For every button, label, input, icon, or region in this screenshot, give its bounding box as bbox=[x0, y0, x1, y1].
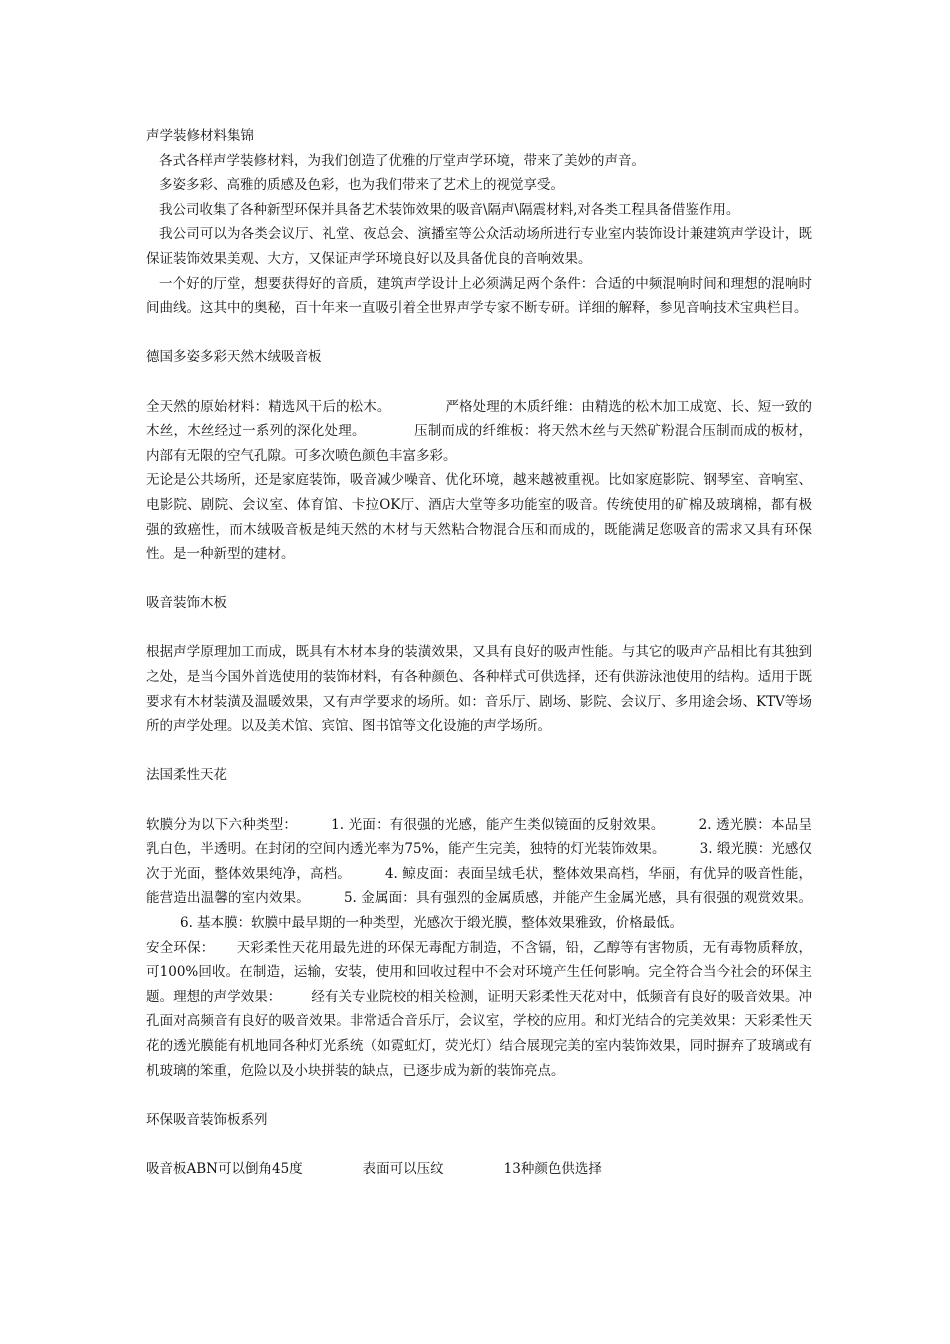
intro-paragraph-2: 多姿多彩、高雅的质感及色彩，也为我们带来了艺术上的视觉享受。 bbox=[159, 177, 564, 194]
spacer bbox=[146, 321, 812, 346]
eco-panel-feature-1: 吸音板ABN可以倒角45度 bbox=[146, 1160, 303, 1177]
eco-panel-heading: 环保吸音装饰板系列 bbox=[146, 1111, 268, 1128]
ceiling-acoustic-label: 理想的声学效果： bbox=[173, 988, 282, 1005]
document-title: 声学装修材料集锦 bbox=[146, 128, 254, 144]
ceiling-type-6: 6. 基本膜：软膜中最早期的一种类型，光感次于缎光膜，整体效果雅致，价格最低。 bbox=[180, 915, 684, 931]
wood-wool-body: 无论是公共场所，还是家庭装饰，吸音减少噪音、优化环境，越来越被重视。比如家庭影院、钢琴室、音响室、电影院、剧院、会议室、体育馆、卡拉OK厅、酒店大堂等多功能室的吸音。传统使用的矿棉及玻璃棉，都有极强的致癌性，而木绒吸音板是纯天然的木材与天然粘合物混合压和而成的，既能满足您吸音的需求又具有环保性。是一种新型的建材。 bbox=[146, 472, 812, 563]
ceiling-safety-text: 天彩柔性天花用最先进的环保无毒配方制造，不含镉，铅，乙醇等有害物质，无有毒物质释放，可100%回收。在制造，运输，安装，使用和回收过程中不会对环境产生任何影响。完全符合当今社会的环保主题。 bbox=[146, 939, 813, 1005]
ceiling-safety bbox=[146, 936, 812, 1084]
document-page bbox=[146, 124, 812, 1182]
spacer bbox=[146, 788, 812, 813]
wood-wool-feature-2: 严格处理的木质纤维：由精选的松木加工成宽、长、短一致的木丝，木丝经过一系列的深化处理。 bbox=[146, 398, 813, 440]
wood-panel-heading: 吸音装饰木板 bbox=[146, 595, 227, 612]
intro-paragraph-1: 各式各样声学装修材料，为我们创造了优雅的厅堂声学环境，带来了美妙的声音。 bbox=[159, 152, 645, 169]
spacer bbox=[146, 1132, 812, 1157]
ceiling-type-4: 4. 鲸皮面：表面呈绒毛状，整体效果高档，华丽，有优异的吸音性能，能营造出温馨的室内效果。 bbox=[146, 865, 813, 907]
ceiling-type-2: 2. 透光膜：本品呈乳白色，半透明。在封闭的空间内透光率为75%，能产生完美，独特的灯光装饰效果。 bbox=[146, 816, 813, 858]
wood-wool-features bbox=[146, 395, 812, 469]
ceiling-types-lead: 软膜分为以下六种类型： bbox=[146, 816, 298, 833]
spacer bbox=[146, 739, 812, 764]
intro-paragraph-3: 我公司收集了各种新型环保并具备艺术装饰效果的吸音\隔声\隔震材料,对各类工程具备借鉴作用。 bbox=[159, 201, 740, 218]
eco-panel-features bbox=[146, 1157, 812, 1182]
ceiling-safety-label: 安全环保： bbox=[146, 939, 215, 956]
ceiling-heading: 法国柔性天花 bbox=[146, 767, 227, 784]
intro-paragraph-4: 我公司可以为各类会议厅、礼堂、夜总会、演播室等公众活动场所进行专业室内装饰设计兼建筑声学设计，既保证装饰效果美观、大方，又保证声学环境良好以及具备优良的音响效果。 bbox=[146, 226, 812, 267]
spacer bbox=[146, 370, 812, 395]
wood-wool-heading: 德国多姿多彩天然木绒吸音板 bbox=[146, 349, 322, 366]
eco-panel-feature-3: 13种颜色供选择 bbox=[503, 1160, 602, 1177]
wood-wool-feature-1: 全天然的原始材料：精选风干后的松木。 bbox=[146, 398, 391, 415]
ceiling-acoustic-text: 经有关专业院校的相关检测，证明天彩柔性天花对中，低频音有良好的吸音效果。冲孔面对高频音有良好的吸音效果。非常适合音乐厅，会议室，学校的应用。和灯光结合的完美效果：天彩柔性天花的透光膜能有机地同各种灯光系统（如霓虹灯，荧光灯）结合展现完美的室内装饰效果，同时摒弃了玻璃或有机玻璃的笨重，危险以及小块拼装的缺点，已逐步成为新的装饰亮点。 bbox=[146, 988, 813, 1079]
ceiling-type-3: 3. 缎光膜：光感仅次于光面，整体效果纯净，高档。 bbox=[146, 841, 812, 882]
wood-panel-body: 根据声学原理加工而成，既具有木材本身的装潢效果，又具有良好的吸声性能。与其它的吸声产品相比有其独到之处，是当今国外首选使用的装饰材料，有各种颜色、各种样式可供选择，还有供游泳池使用的结构。适用于既要求有木材装潢及温暖效果，又有声学要求的场所。如：音乐厅、剧场、影院、会议厅、多用途会场、KTV等场所的声学处理。以及美术馆、宾馆、图书馆等文化设施的声学场所。 bbox=[146, 644, 812, 735]
ceiling-types bbox=[146, 813, 812, 936]
spacer bbox=[146, 616, 812, 641]
ceiling-type-1: 1. 光面：有很强的光感，能产生类似镜面的反射效果。 bbox=[331, 816, 665, 833]
eco-panel-feature-2: 表面可以压纹 bbox=[362, 1160, 444, 1177]
spacer bbox=[146, 567, 812, 592]
spacer bbox=[146, 1083, 812, 1108]
ceiling-type-5: 5. 金属面：具有强烈的金属质感，并能产生金属光感，具有很强的观赏效果。 bbox=[343, 890, 813, 907]
wood-wool-feature-3: 压制而成的纤维板：将天然木丝与天然矿粉混合压制而成的板材，内部有无限的空气孔隙。可多次喷色颜色丰富多彩。 bbox=[146, 423, 813, 464]
intro-paragraph-5: 一个好的厅堂，想要获得好的音质，建筑声学设计上必须满足两个条件：合适的中频混响时间和理想的混响时间曲线。这其中的奥秘，百十年来一直吸引着全世界声学专家不断专研。详细的解释，参见音响技术宝典栏目。 bbox=[146, 275, 812, 317]
